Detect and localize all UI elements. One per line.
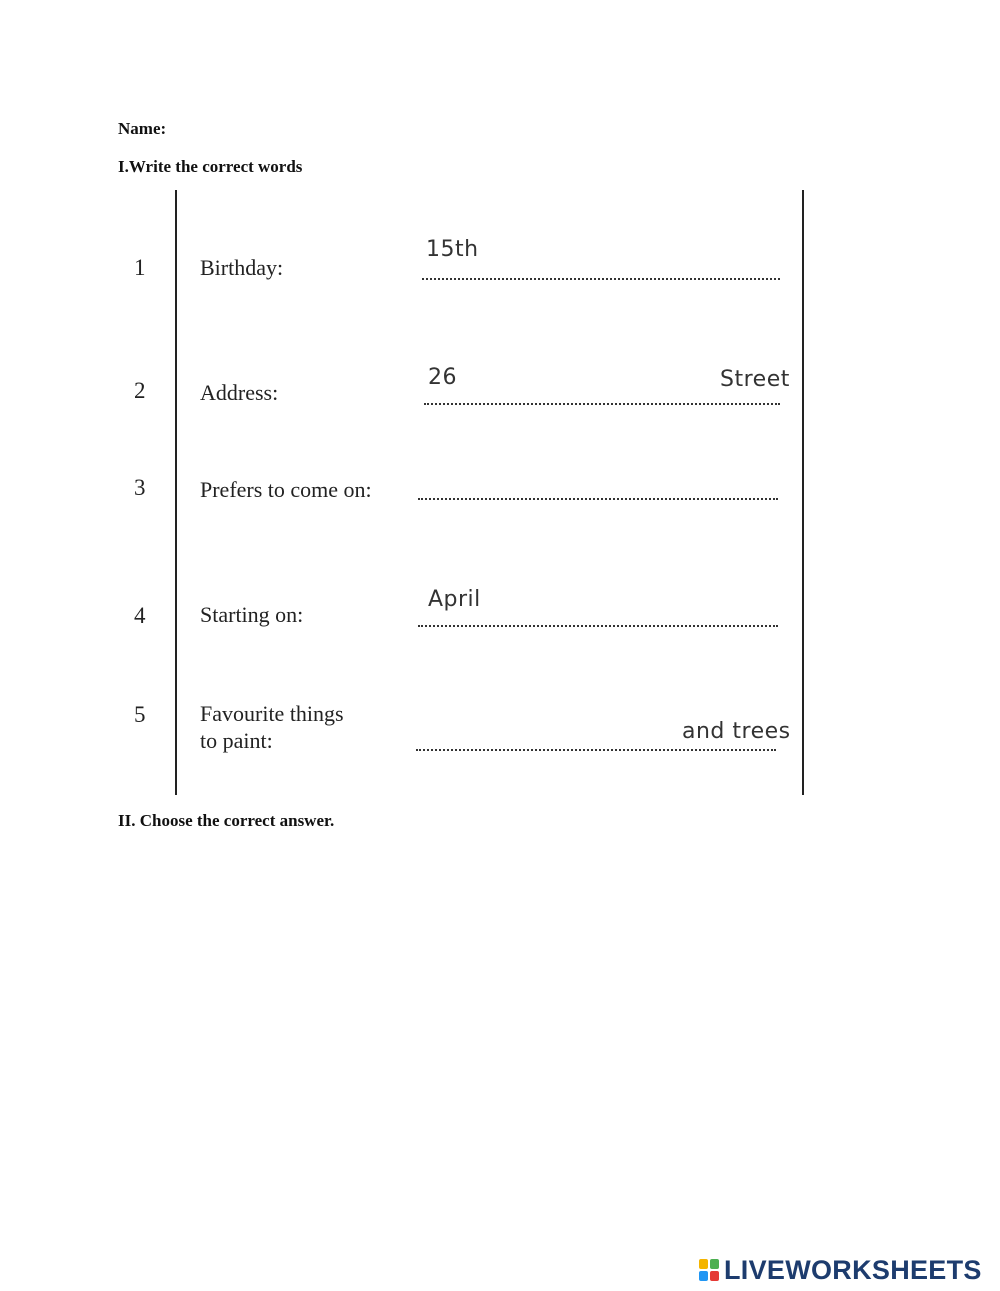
logo-text: LIVEWORKSHEETS <box>724 1254 982 1285</box>
item-label-favourite-line1: Favourite things <box>200 701 344 726</box>
answer-blank-favourite[interactable] <box>416 749 776 751</box>
answer-blank-starting[interactable] <box>418 625 778 627</box>
section-2-title: II. Choose the correct answer. <box>118 811 335 830</box>
section-1-title: I.Write the correct words <box>118 157 303 176</box>
item-label-favourite-line2: to paint: <box>200 728 273 753</box>
answer-prefill-starting: April <box>428 587 481 612</box>
item-number: 1 <box>134 255 146 280</box>
answer-blank-birthday[interactable] <box>422 278 780 280</box>
liveworksheets-logo <box>698 1255 982 1285</box>
answer-blank-prefers[interactable] <box>418 498 778 500</box>
answer-prefill-address: 26 <box>428 365 457 390</box>
logo-blocks-icon <box>698 1258 720 1282</box>
scanned-exercise <box>118 185 818 795</box>
item-label-birthday: Birthday: <box>200 255 284 280</box>
answer-suffix-address: Street <box>720 367 790 392</box>
answer-prefill-birthday: 15th <box>426 237 479 262</box>
item-label-address: Address: <box>200 380 279 405</box>
item-label-prefers: Prefers to come on: <box>200 477 372 502</box>
item-label-starting: Starting on: <box>200 602 304 627</box>
item-number: 4 <box>134 603 146 628</box>
answer-suffix-favourite: and trees <box>682 719 791 744</box>
right-border-line <box>802 190 804 795</box>
answer-blank-address[interactable] <box>424 403 780 405</box>
left-border-line <box>175 190 177 795</box>
item-number: 2 <box>134 378 146 403</box>
item-number: 5 <box>134 702 146 727</box>
item-number: 3 <box>134 475 146 500</box>
name-label: Name: <box>118 119 167 138</box>
